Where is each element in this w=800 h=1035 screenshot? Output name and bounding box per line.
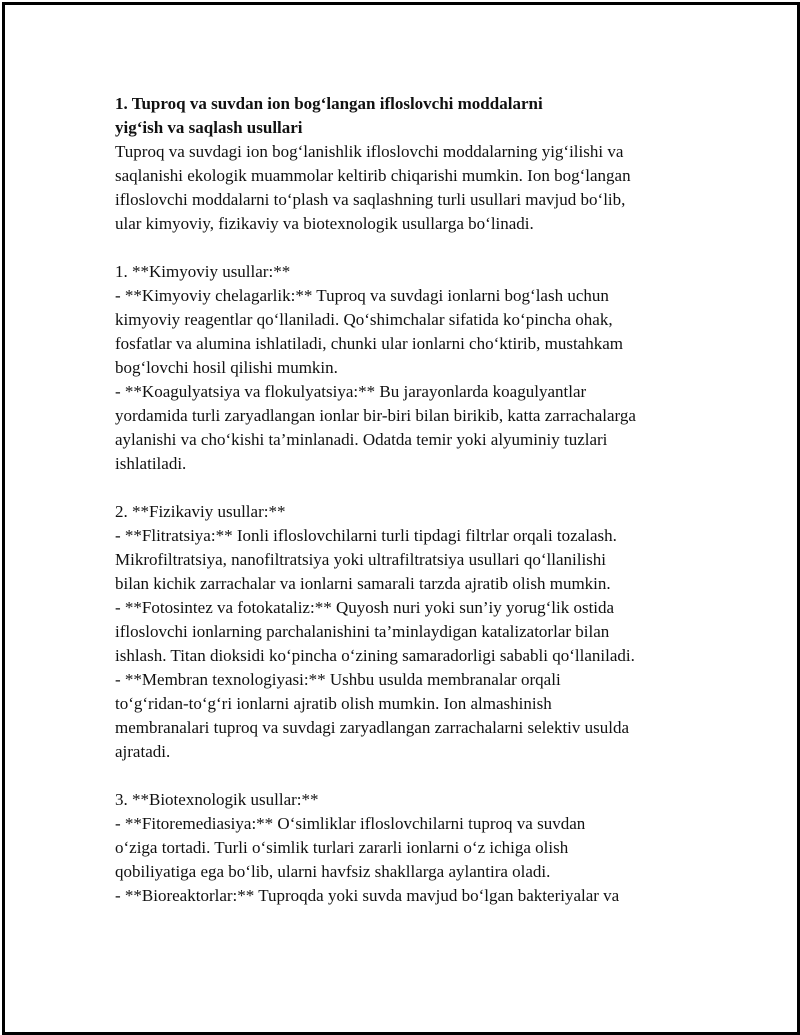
section-biotech-methods: 3. **Biotexnologik usullar:** - **Fitoremediasiya:** O‘simliklar ifloslovchilarni tuproq va suvdan o‘ziga tortadi. Turli o‘simlik turlari zararli ionlarni o‘z ichiga olish qobiliyatiga ega bo‘lib, ularni havfsiz shakllarga aylantira oladi. - **Bioreaktorlar:** Tuproqda yoki suvda mavjud bo‘lgan bakteriyalar va	[115, 790, 620, 905]
paragraph-gap	[115, 764, 705, 788]
section-chemical-methods: 1. **Kimyoviy usullar:** - **Kimyoviy chelagarlik:** Tuproq va suvdagi ionlarni bog‘lash uchun kimyoviy reagentlar qo‘llaniladi. Qo‘shimchalar sifatida ko‘pincha ohak, fosfatlar va alumina ishlatiladi, chunki ular ionlarni cho‘ktirib, mustahkam bog‘lovchi hosil qilishi mumkin. - **Koagulyatsiya va flokulyatsiya:** Bu jarayonlarda koagulyantlar yordamida turli zaryadlangan ionlar bir-biri bilan birikib, katta zarrachalarga aylanishi va cho‘kishi ta’minlanadi. Odatda temir yoki alyuminiy tuzlari ishlatiladi.	[115, 262, 636, 473]
intro-paragraph: Tuproq va suvdagi ion bog‘lanishlik ifloslovchi moddalarning yig‘ilishi va saqlanishi ekologik muammolar keltirib chiqarishi mumkin. Ion bog‘langan ifloslovchi moddalarni to‘plash va saqlashning turli usullari mavjud bo‘lib, ular kimyoviy, fizikaviy va biotexnologik usullarga bo‘linadi.	[115, 142, 631, 233]
paragraph-gap	[115, 476, 705, 500]
section-physical-methods: 2. **Fizikaviy usullar:** - **Flitratsiya:** Ionli ifloslovchilarni turli tipdagi filtrlar orqali tozalash. Mikrofiltratsiya, nanofiltratsiya yoki ultrafiltratsiya usullari qo‘llanilishi bilan kichik zarrachalar va ionlarni samarali tarzda ajratib olish mumkin. - **Fotosintez va fotokataliz:** Quyosh nuri yoki sun’iy yorug‘lik ostida ifloslovchi ionlarning parchalanishini ta’minlaydigan katalizatorlar bilan ishlash. Titan dioksidi ko‘pincha o‘zining samaradorligi sababli qo‘llaniladi. - **Membran texnologiyasi:** Ushbu usulda membranalar orqali to‘g‘ridan-to‘g‘ri ionlarni ajratib olish mumkin. Ion almashinish membranalari tuproq va suvdagi zaryadlangan zarrachalarni selektiv usulda ajratadi.	[115, 502, 635, 761]
document-body	[115, 92, 705, 908]
document-title: 1. Tuproq va suvdan ion bog‘langan ifloslovchi moddalarni yig‘ish va saqlash usullari	[115, 94, 543, 137]
paragraph-gap	[115, 236, 705, 260]
